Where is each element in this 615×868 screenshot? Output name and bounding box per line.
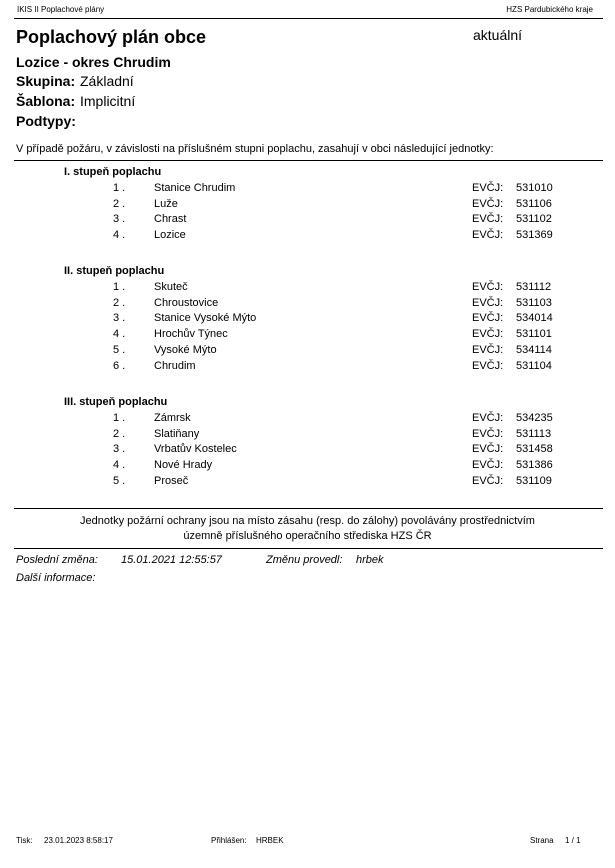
unit-code-label: EVČJ: [472, 412, 504, 424]
unit-name: Vysoké Mýto [154, 343, 217, 356]
intro-text: V případě požáru, v závislosti na příslušném stupni poplachu, zasahují v obci následující jednotky: [16, 143, 494, 155]
login-user: HRBEK [256, 836, 284, 845]
unit-code: 534114 [516, 343, 552, 356]
unit-number: 1 . [113, 412, 126, 424]
unit-number: 5 . [113, 474, 126, 487]
subtype-label: Podtypy: [16, 113, 76, 129]
unit-number: 3 . [113, 443, 126, 456]
unit-code-label: EVČJ: [472, 359, 504, 372]
unit-code-label: EVČJ: [472, 328, 504, 341]
page-number: 1 / 1 [565, 836, 581, 845]
unit-name: Stanice Vysoké Mýto [154, 312, 257, 325]
header-divider [14, 18, 603, 19]
unit-code: 531103 [516, 296, 552, 309]
unit-code-label: EVČJ: [472, 343, 504, 356]
plan-status: aktuální [473, 27, 523, 43]
unit-code: 531101 [516, 328, 552, 341]
unit-number: 1 . [113, 281, 126, 293]
print-timestamp: 23.01.2023 8:58:17 [44, 836, 113, 845]
unit-code-label: EVČJ: [472, 213, 504, 226]
note-bottom-divider [14, 548, 603, 549]
unit-number: 2 . [113, 427, 126, 440]
unit-code-label: EVČJ: [472, 281, 504, 293]
page-title: Poplachový plán obce [16, 27, 207, 47]
unit-name: Zámrsk [154, 412, 191, 424]
stage-title: II. stupeň poplachu [64, 265, 165, 277]
dispatch-note-line-2: územně příslušného operačního střediska HZS ČR [183, 530, 432, 542]
unit-code-label: EVČJ: [472, 312, 504, 325]
note-top-divider [14, 508, 603, 509]
unit-code: 531104 [516, 359, 552, 372]
unit-number: 5 . [113, 343, 126, 356]
unit-code-label: EVČJ: [472, 229, 504, 242]
unit-code: 534014 [516, 312, 553, 325]
unit-number: 4 . [113, 229, 126, 242]
unit-code-label: EVČJ: [472, 197, 504, 210]
unit-code: 531109 [516, 474, 552, 487]
unit-code-label: EVČJ: [472, 443, 504, 456]
unit-name: Luže [154, 197, 178, 210]
unit-code: 531113 [516, 427, 552, 440]
unit-code-label: EVČJ: [472, 182, 504, 194]
changed-by-value: hrbek [356, 554, 384, 566]
unit-number: 3 . [113, 213, 126, 226]
municipality-name: Lozice - okres Chrudim [16, 54, 171, 70]
unit-code: 531010 [516, 182, 553, 194]
unit-name: Slatiňany [154, 427, 200, 440]
unit-name: Skuteč [154, 281, 188, 293]
unit-code: 531369 [516, 229, 553, 242]
unit-name: Stanice Chrudim [154, 182, 236, 194]
unit-code-label: EVČJ: [472, 427, 504, 440]
unit-code-label: EVČJ: [472, 296, 504, 309]
unit-name: Vrbatův Kostelec [154, 443, 237, 456]
header-organization: HZS Pardubického kraje [506, 5, 593, 14]
last-change-label: Poslední změna: [16, 554, 98, 566]
unit-number: 3 . [113, 312, 126, 325]
unit-name: Chroustovice [154, 296, 219, 309]
unit-name: Lozice [154, 229, 186, 242]
intro-divider [14, 160, 603, 161]
template-value: Implicitní [80, 93, 136, 109]
unit-code: 534235 [516, 412, 553, 424]
unit-code: 531106 [516, 197, 552, 210]
last-change-value: 15.01.2021 12:55:57 [121, 554, 222, 566]
unit-number: 1 . [113, 182, 126, 194]
unit-code: 531386 [516, 459, 553, 472]
unit-number: 2 . [113, 296, 126, 309]
unit-number: 4 . [113, 328, 126, 341]
unit-number: 6 . [113, 359, 126, 372]
unit-number: 2 . [113, 197, 126, 210]
header-app-name: IKIS II Poplachové plány [17, 5, 105, 14]
login-label: Přihlášen: [211, 836, 247, 845]
unit-name: Chrast [154, 213, 187, 226]
stage-title: III. stupeň poplachu [64, 396, 168, 408]
stage-title: I. stupeň poplachu [64, 166, 162, 178]
unit-number: 4 . [113, 459, 126, 472]
unit-name: Nové Hrady [154, 459, 213, 472]
group-label: Skupina: [16, 73, 76, 89]
unit-name: Hrochův Týnec [154, 328, 228, 341]
page-label: Strana [530, 836, 554, 845]
unit-code-label: EVČJ: [472, 459, 504, 472]
unit-code: 531102 [516, 213, 552, 226]
changed-by-label: Změnu provedl: [266, 554, 343, 566]
dispatch-note-line-1: Jednotky požární ochrany jsou na místo zásahu (resp. do zálohy) povolávány prostřednictvím [80, 515, 535, 527]
unit-name: Chrudim [154, 359, 196, 372]
unit-name: Proseč [154, 474, 189, 487]
unit-code-label: EVČJ: [472, 474, 504, 487]
template-label: Šablona: [16, 93, 76, 109]
group-value: Základní [80, 73, 134, 89]
print-label: Tisk: [16, 836, 33, 845]
unit-code: 531458 [516, 443, 553, 456]
unit-code: 531112 [516, 281, 552, 293]
further-info-label: Další informace: [16, 572, 96, 584]
